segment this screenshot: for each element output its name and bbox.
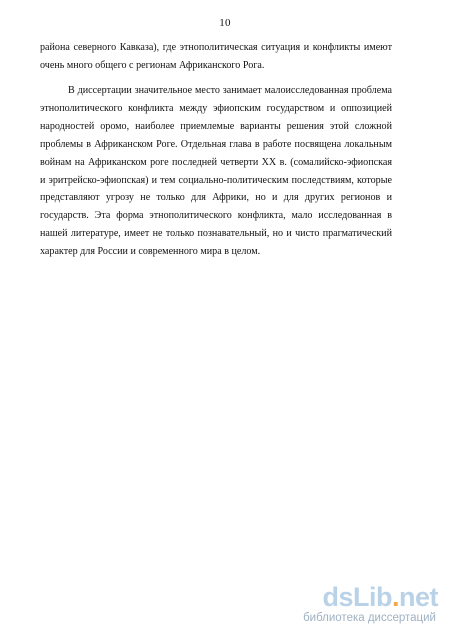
logo-name: dsLib [322, 582, 392, 612]
text-line: представляют угрозу не только для Африки, но и для других регионов и [40, 192, 392, 204]
text-line: района северного Кавказа), где этнополитическая ситуация и конфликты имеют [40, 42, 392, 53]
text-line: очень много общего с регионам Африканского Рога. [40, 59, 265, 71]
dslib-watermark [288, 582, 438, 628]
text-line: В диссертации значительное место занимает малоисследованная проблема [68, 85, 392, 96]
text-line: и эритрейско-эфиопская) и тем социально-политическим последствиям, которые [40, 174, 392, 186]
text-line: этнополитического конфликта между эфиопским государством и оппозицией [40, 102, 392, 114]
logo-dot: . [391, 582, 399, 612]
page-number: 10 [219, 17, 231, 29]
paragraph-2 [40, 82, 392, 261]
paragraph-1 [40, 39, 392, 75]
text-line: характер для России и современного мира в целом. [40, 246, 261, 258]
text-line: народностей оромо, наиболее приемлемые варианты решения этой сложной [40, 120, 392, 132]
text-line: нашей литературе, имеет не только познавательный, но и чисто прагматический [40, 228, 392, 240]
text-line: войнам на Африканском роге последней четверти XX в. (сомалийско-эфиопская [40, 156, 392, 168]
logo-tld: net [399, 582, 438, 612]
watermark-subtitle: библиотека диссертаций [303, 612, 436, 624]
text-line: государств. Эта форма этнополитического конфликта, мало исследованная в [40, 210, 392, 222]
dslib-logo [322, 582, 438, 612]
text-line: проблемы в Африканском Роге. Отдельная глава в работе посвящена локальным [40, 138, 392, 150]
